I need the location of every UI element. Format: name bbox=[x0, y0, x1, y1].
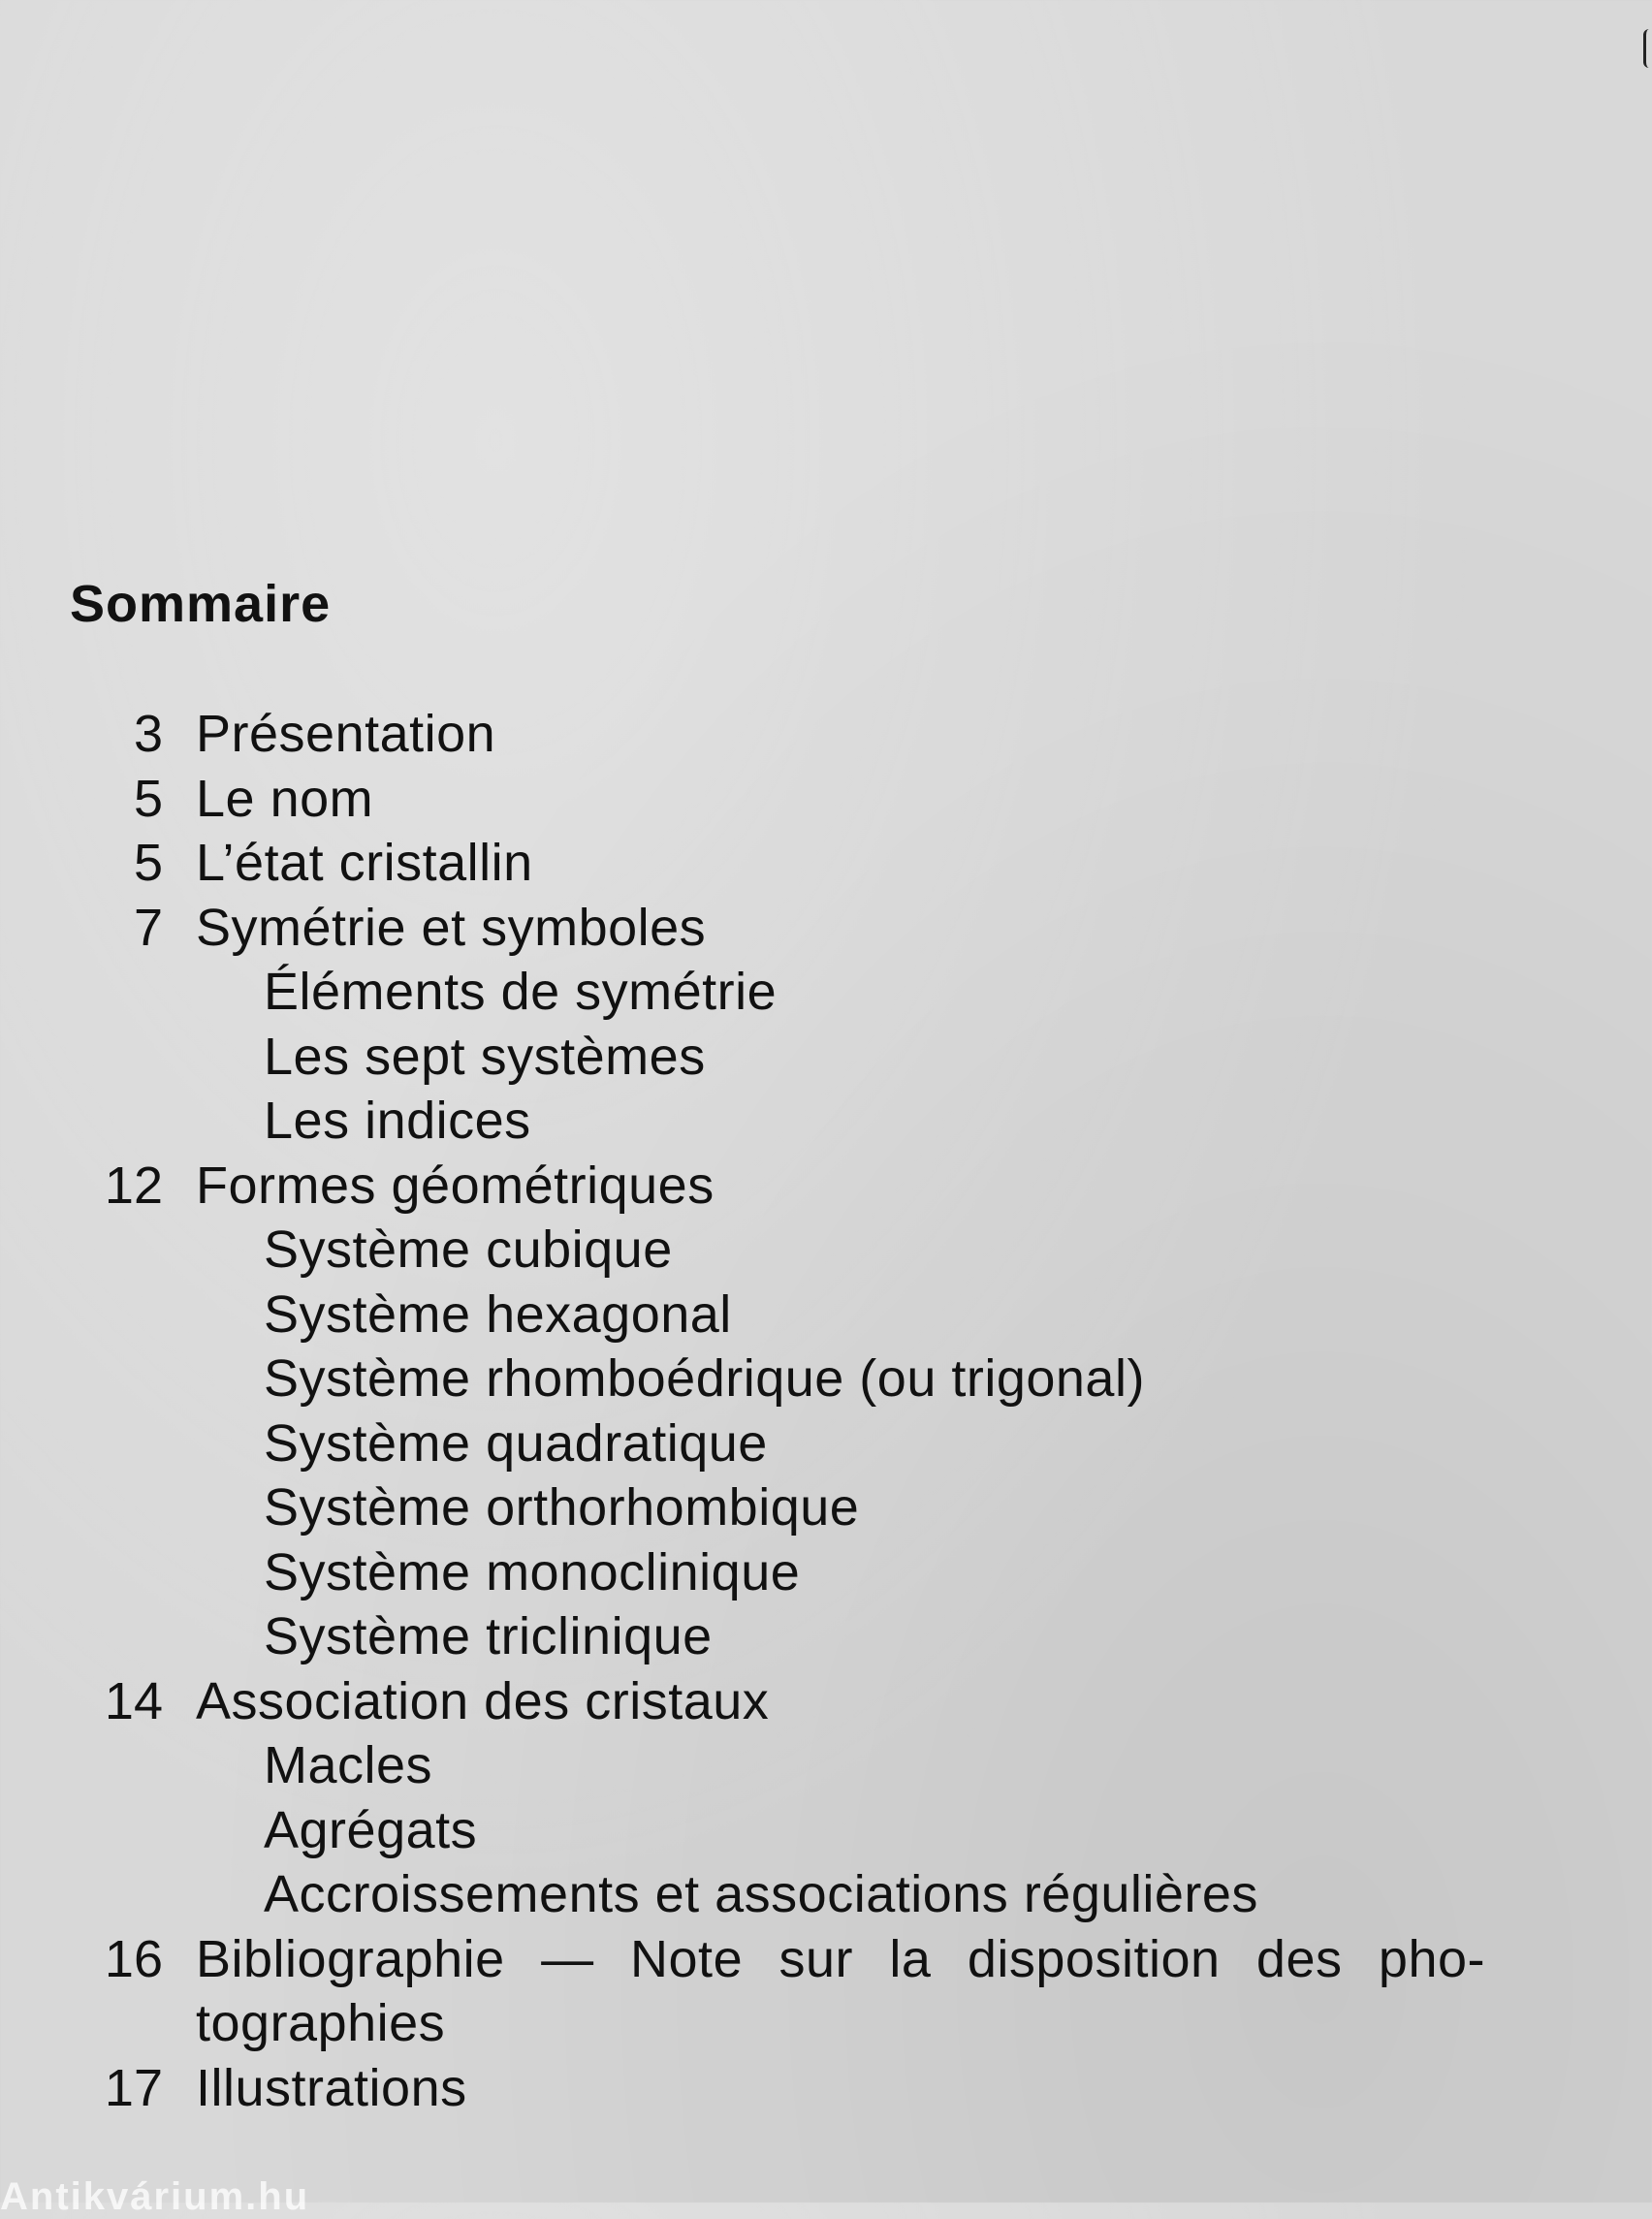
toc-title: L’état cristallin bbox=[196, 834, 533, 892]
toc-subitem: Système orthorhombique bbox=[264, 1478, 860, 1537]
toc-entry bbox=[70, 1669, 1524, 1927]
toc-title: Présentation bbox=[196, 705, 496, 763]
toc-entry bbox=[70, 896, 1524, 1154]
toc-subitem: Les sept systèmes bbox=[264, 1027, 706, 1086]
toc-entry bbox=[70, 767, 1524, 832]
toc-title: Association des cristaux bbox=[196, 1671, 770, 1730]
toc-title: Le nom bbox=[196, 769, 374, 828]
toc-title: Symétrie et symboles bbox=[196, 898, 707, 957]
toc-subitem: Système rhomboédrique (ou trigonal) bbox=[264, 1349, 1145, 1408]
toc-subitem: Agrégats bbox=[264, 1800, 478, 1859]
toc-subitem: Système monoclinique bbox=[264, 1542, 801, 1601]
toc-page-number: 5 bbox=[133, 769, 163, 828]
toc-subitem: Système quadratique bbox=[264, 1413, 768, 1473]
toc-subitem: Les indices bbox=[264, 1092, 531, 1150]
toc-entry bbox=[70, 1927, 1524, 2056]
toc-entry bbox=[70, 702, 1524, 767]
toc-subitem: Système triclinique bbox=[264, 1607, 713, 1665]
toc-entry bbox=[70, 831, 1524, 896]
toc-subitem: Accroissements et associations régulières bbox=[264, 1865, 1258, 1923]
toc-subitem: Éléments de symétrie bbox=[264, 963, 778, 1021]
toc-heading: Sommaire bbox=[70, 575, 332, 633]
page-edge-mark bbox=[1643, 29, 1652, 68]
toc-title: Bibliographie — Note sur la disposition des pho-tographies bbox=[196, 1929, 1485, 2052]
toc-title: Illustrations bbox=[196, 2058, 467, 2117]
toc-subitem: Système hexagonal bbox=[264, 1284, 732, 1344]
toc-page-number: 14 bbox=[104, 1671, 163, 1730]
table-of-contents bbox=[70, 702, 1524, 2120]
toc-entry bbox=[70, 2056, 1524, 2121]
toc-subitem: Macles bbox=[264, 1736, 433, 1794]
toc-title: Formes géométriques bbox=[196, 1156, 715, 1215]
toc-page-number: 3 bbox=[133, 705, 163, 763]
toc-page-number: 7 bbox=[133, 898, 163, 957]
toc-page-number: 12 bbox=[104, 1156, 163, 1215]
toc-page-number: 5 bbox=[133, 834, 163, 892]
toc-entry bbox=[70, 1154, 1524, 1669]
watermark: Antikvárium.hu bbox=[0, 2175, 310, 2218]
toc-subitem: Système cubique bbox=[264, 1220, 673, 1279]
toc-page-number: 16 bbox=[104, 1929, 163, 1988]
toc-page-number: 17 bbox=[104, 2058, 163, 2117]
